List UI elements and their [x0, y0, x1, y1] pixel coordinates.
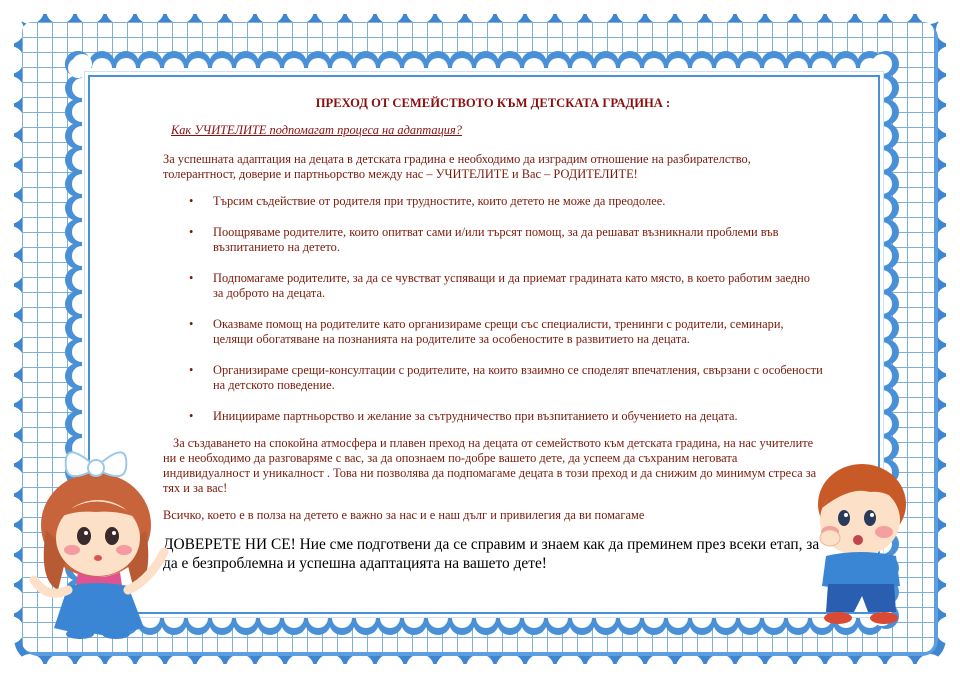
document-content: [163, 96, 823, 573]
list-item-text: Оказваме помощ на родителите като организираме срещи със специалисти, тренинги с родители, семинари, целящи обогатяване на познанията на родителите за особеностите в развитието на децата.: [213, 317, 784, 346]
paragraph-atmosphere: За създаването на спокойна атмосфера и плавен преход на децата от семейството към детската градина, на нас учителите ни е необходимо да разговаряме с вас, за да опознаем по-добре вашето дете, да успеем да съхраним неговата индивидуалност и уникалност . Това ни позволява да подпомагаме децата в този преход и да снижим до минимум стреса за тях и за вас!: [163, 436, 817, 495]
list-item-text: Организираме срещи-консултации с родителите, на които взаимно се споделят впечатления, свързани с особености на детското поведение.: [213, 363, 823, 392]
bullet-icon: •: [189, 409, 194, 423]
list-item: [189, 271, 823, 301]
cartoon-boy-illustration: [800, 456, 920, 628]
bullet-icon: •: [189, 194, 194, 208]
cartoon-girl-illustration: [28, 440, 173, 640]
list-item-text: Инициираме партньорство и желание за сътрудничество при възпитанието и обучението на децата.: [213, 409, 738, 423]
list-item: [189, 317, 823, 347]
list-item: [189, 363, 823, 393]
page-title: ПРЕХОД ОТ СЕМЕЙСТВОТО КЪМ ДЕТСКАТА ГРАДИНА :: [315, 96, 671, 110]
list-item-text: Подпомагаме родителите, за да се чувстват успяващи и да приемат градината като място, в което работим заедно за доброто на децата.: [213, 271, 810, 300]
list-item-text: Търсим съдействие от родителя при трудностите, които детето не може да преодолее.: [213, 194, 666, 208]
list-item: [189, 225, 823, 255]
bullet-icon: •: [189, 317, 194, 331]
intro-paragraph: За успешната адаптация на децата в детската градина е необходимо да изградим отношение на разбирателство, толерантност, доверие и партньорство между нас – УЧИТЕЛИТЕ и Вас – РОДИТЕЛИТЕ!: [163, 152, 751, 181]
bullet-icon: •: [189, 225, 194, 239]
list-item-text: Поощряваме родителите, които опитват сами и/или търсят помощ, за да решават възникнали проблеми във възпитанието на детето.: [213, 225, 779, 254]
closing-statement: ДОВЕРЕТЕ НИ СЕ! Ние сме подготвени да се справим и знаем как да преминем през всеки етап, за да е безпроблемна и успешна адаптацията на вашето дете!: [163, 536, 820, 572]
list-item: [189, 194, 823, 209]
subtitle: Как УЧИТЕЛИТЕ подпомагат процеса на адаптация?: [171, 123, 462, 137]
list-item: [189, 409, 823, 424]
paragraph-duty: Всичко, което е в полза на детето е важно за нас и е наш дълг и привилегия да ви помагаме: [163, 508, 645, 522]
points-list: [163, 194, 823, 424]
bullet-icon: •: [189, 363, 194, 377]
bullet-icon: •: [189, 271, 194, 285]
